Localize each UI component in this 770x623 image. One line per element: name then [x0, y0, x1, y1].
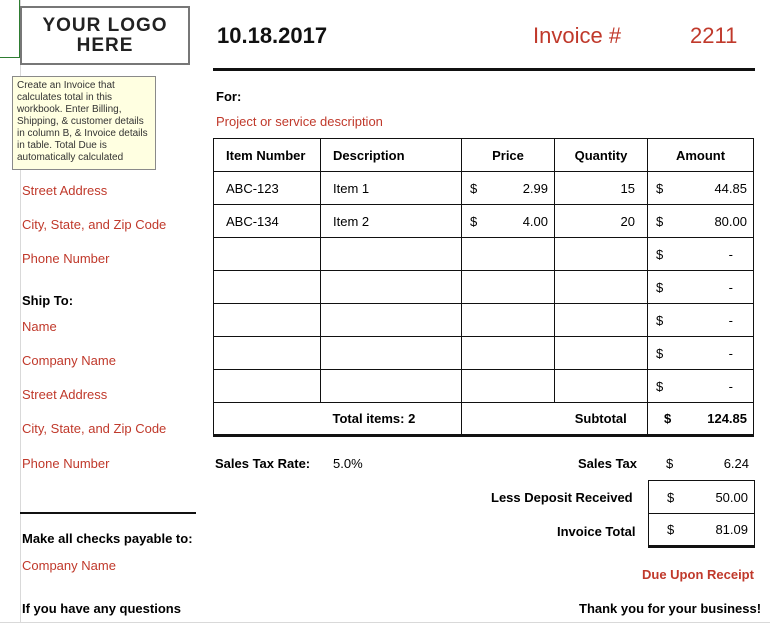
header-divider — [213, 68, 755, 71]
logo-line-1: YOUR LOGO — [42, 14, 168, 36]
currency-symbol: $ — [664, 411, 672, 426]
table-row[interactable] — [214, 238, 754, 271]
checks-payable-label: Make all checks payable to: — [22, 531, 193, 546]
total-items: Total items: 2 — [321, 403, 462, 436]
table-header-row — [214, 139, 754, 172]
table-row[interactable] — [214, 304, 754, 337]
sales-tax-box — [648, 446, 755, 480]
currency-symbol: $ — [656, 378, 664, 394]
price-cell[interactable] — [462, 304, 555, 337]
amount-cell: 44.85 — [714, 180, 747, 196]
quantity-cell[interactable] — [555, 304, 648, 337]
item-number-cell[interactable] — [214, 304, 321, 337]
sales-tax-label: Sales Tax — [578, 456, 638, 471]
description-cell[interactable] — [321, 304, 462, 337]
price-cell[interactable] — [462, 271, 555, 304]
description-cell[interactable] — [321, 337, 462, 370]
ship-street-address[interactable]: Street Address — [22, 387, 108, 402]
amount-cell: - — [728, 345, 733, 361]
header-description: Description — [321, 139, 462, 172]
currency-symbol: $ — [666, 455, 674, 471]
bill-phone[interactable]: Phone Number — [22, 251, 110, 266]
header-item-number: Item Number — [214, 139, 321, 172]
ship-city-state-zip[interactable]: City, State, and Zip Code — [22, 421, 167, 436]
questions-text: If you have any questions — [22, 601, 181, 616]
sales-tax-rate-value[interactable]: 5.0% — [333, 456, 363, 471]
item-number-cell[interactable]: ABC-123 — [214, 172, 321, 205]
description-cell[interactable] — [321, 238, 462, 271]
header-price: Price — [462, 139, 555, 172]
invoice-total-value: 81.09 — [715, 522, 748, 537]
deposit-value[interactable]: 50.00 — [715, 489, 748, 505]
currency-symbol: $ — [667, 489, 675, 505]
amount-cell: - — [728, 246, 733, 262]
sales-tax-rate-label: Sales Tax Rate: — [215, 456, 311, 471]
header-quantity: Quantity — [555, 139, 648, 172]
quantity-cell[interactable] — [555, 370, 648, 403]
currency-symbol: $ — [470, 213, 478, 229]
currency-symbol: $ — [656, 345, 664, 361]
for-label: For: — [216, 89, 242, 104]
thank-you-message: Thank you for your business! — [579, 601, 762, 616]
price-cell[interactable] — [462, 370, 555, 403]
price-cell[interactable]: 2.99 — [522, 180, 548, 196]
description-cell[interactable]: Item 1 — [321, 172, 462, 205]
invoice-total-label: Invoice Total — [557, 524, 636, 539]
currency-symbol: $ — [656, 213, 664, 229]
cell-comment-tooltip: Create an Invoice that calculates total in this workbook. Enter Billing, Shipping, & customer details in column B, & Invoice details in table. Total Due is automatically calculated — [12, 76, 156, 170]
invoice-number[interactable]: 2211 — [690, 23, 738, 48]
description-cell[interactable] — [321, 370, 462, 403]
item-number-cell[interactable]: ABC-134 — [214, 205, 321, 238]
table-row[interactable] — [214, 271, 754, 304]
logo-placeholder[interactable] — [20, 6, 190, 65]
totals-spacer — [462, 403, 555, 436]
quantity-cell[interactable] — [555, 238, 648, 271]
header-amount: Amount — [648, 139, 754, 172]
ship-to-label: Ship To: — [22, 293, 74, 308]
checks-divider — [20, 512, 196, 514]
ship-name[interactable]: Name — [22, 319, 57, 334]
item-number-cell[interactable] — [214, 370, 321, 403]
project-description[interactable]: Project or service description — [216, 114, 383, 129]
invoice-total-box — [648, 514, 755, 548]
amount-cell: 80.00 — [714, 213, 747, 229]
currency-symbol: $ — [470, 180, 478, 196]
amount-cell: - — [728, 279, 733, 295]
deposit-label: Less Deposit Received — [491, 490, 633, 505]
quantity-cell[interactable]: 15 — [555, 172, 648, 205]
subtotal-label: Subtotal — [555, 403, 648, 436]
ship-company[interactable]: Company Name — [22, 353, 116, 368]
totals-spacer — [214, 403, 321, 436]
item-number-cell[interactable] — [214, 238, 321, 271]
sales-tax-value: 6.24 — [723, 455, 749, 471]
currency-symbol: $ — [667, 522, 675, 537]
invoice-date[interactable]: 10.18.2017 — [217, 23, 328, 48]
subtotal-value: 124.85 — [707, 411, 747, 426]
checks-company[interactable]: Company Name — [22, 558, 116, 573]
table-row[interactable] — [214, 172, 754, 205]
selected-cell[interactable] — [0, 0, 20, 58]
deposit-box[interactable] — [648, 480, 755, 514]
bill-city-state-zip[interactable]: City, State, and Zip Code — [22, 217, 167, 232]
invoice-label: Invoice # — [533, 23, 622, 48]
table-row[interactable] — [214, 337, 754, 370]
quantity-cell[interactable]: 20 — [555, 205, 648, 238]
currency-symbol: $ — [656, 279, 664, 295]
logo-line-2: HERE — [76, 34, 134, 56]
item-number-cell[interactable] — [214, 337, 321, 370]
totals-row — [214, 403, 754, 436]
bill-street-address[interactable]: Street Address — [22, 183, 108, 198]
invoice-items-table — [213, 138, 754, 437]
price-cell[interactable] — [462, 337, 555, 370]
currency-symbol: $ — [656, 180, 664, 196]
currency-symbol: $ — [656, 312, 664, 328]
amount-cell: - — [728, 312, 733, 328]
table-row[interactable] — [214, 205, 754, 238]
price-cell[interactable] — [462, 238, 555, 271]
due-upon-receipt: Due Upon Receipt — [642, 567, 754, 582]
table-row[interactable] — [214, 370, 754, 403]
ship-phone[interactable]: Phone Number — [22, 456, 110, 471]
price-cell[interactable]: 4.00 — [522, 213, 548, 229]
item-number-cell[interactable] — [214, 271, 321, 304]
description-cell[interactable]: Item 2 — [321, 205, 462, 238]
currency-symbol: $ — [656, 246, 664, 262]
amount-cell: - — [728, 378, 733, 394]
quantity-cell[interactable] — [555, 271, 648, 304]
description-cell[interactable] — [321, 271, 462, 304]
quantity-cell[interactable] — [555, 337, 648, 370]
